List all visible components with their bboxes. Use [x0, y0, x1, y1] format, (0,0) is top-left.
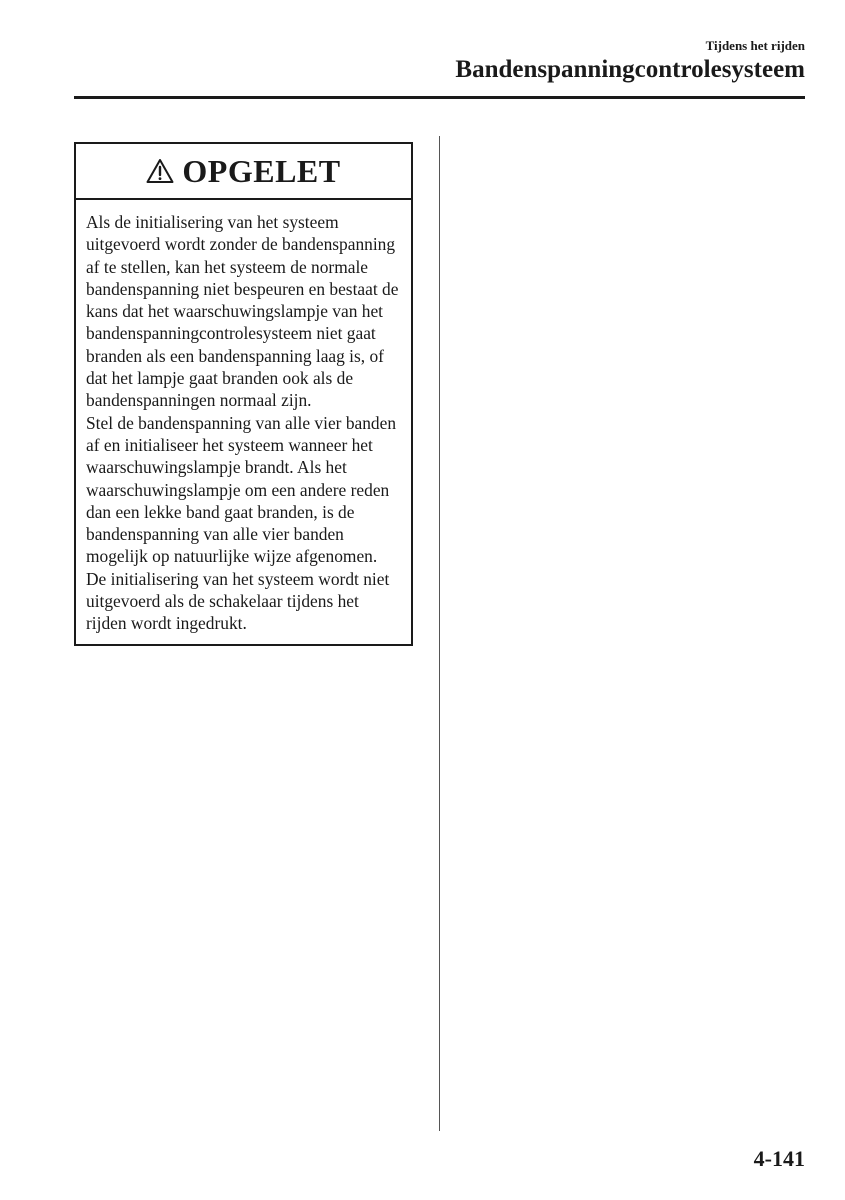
section-label: Tijdens het rijden: [705, 38, 805, 53]
caution-header: [76, 144, 411, 200]
caution-body: [76, 200, 411, 644]
page-title: Bandenspanningcontrolesysteem: [455, 56, 805, 83]
caution-paragraph: Stel de bandenspanning van alle vier banden af en initialiseer het systeem wanneer het waarschuwingslampje brandt. Als het waarschuwingslampje om een andere reden dan een lekke band gaat branden, is de bandenspanning van alle vier banden mogelijk op natuurlijke wijze afgenomen.: [86, 412, 397, 567]
page-number: 4-141: [753, 1146, 805, 1171]
warning-triangle-icon: [146, 158, 174, 184]
column-divider: [439, 136, 440, 1131]
caution-title: OPGELET: [182, 152, 341, 189]
caution-box: [74, 142, 413, 646]
header-rule: [74, 96, 805, 99]
caution-paragraph: De initialisering van het systeem wordt niet uitgevoerd als de schakelaar tijdens het rijden wordt ingedrukt.: [86, 568, 390, 634]
caution-paragraph: Als de initialisering van het systeem uitgevoerd wordt zonder de bandenspanning af te stellen, kan het systeem de normale bandenspanning niet bespeuren en bestaat de kans dat het waarschuwingslampje van het bandenspanningcontrolesysteem niet gaat branden als een bandenspanning laag is, of dat het lampje gaat branden ook als de bandenspanningen normaal zijn.: [86, 212, 399, 411]
